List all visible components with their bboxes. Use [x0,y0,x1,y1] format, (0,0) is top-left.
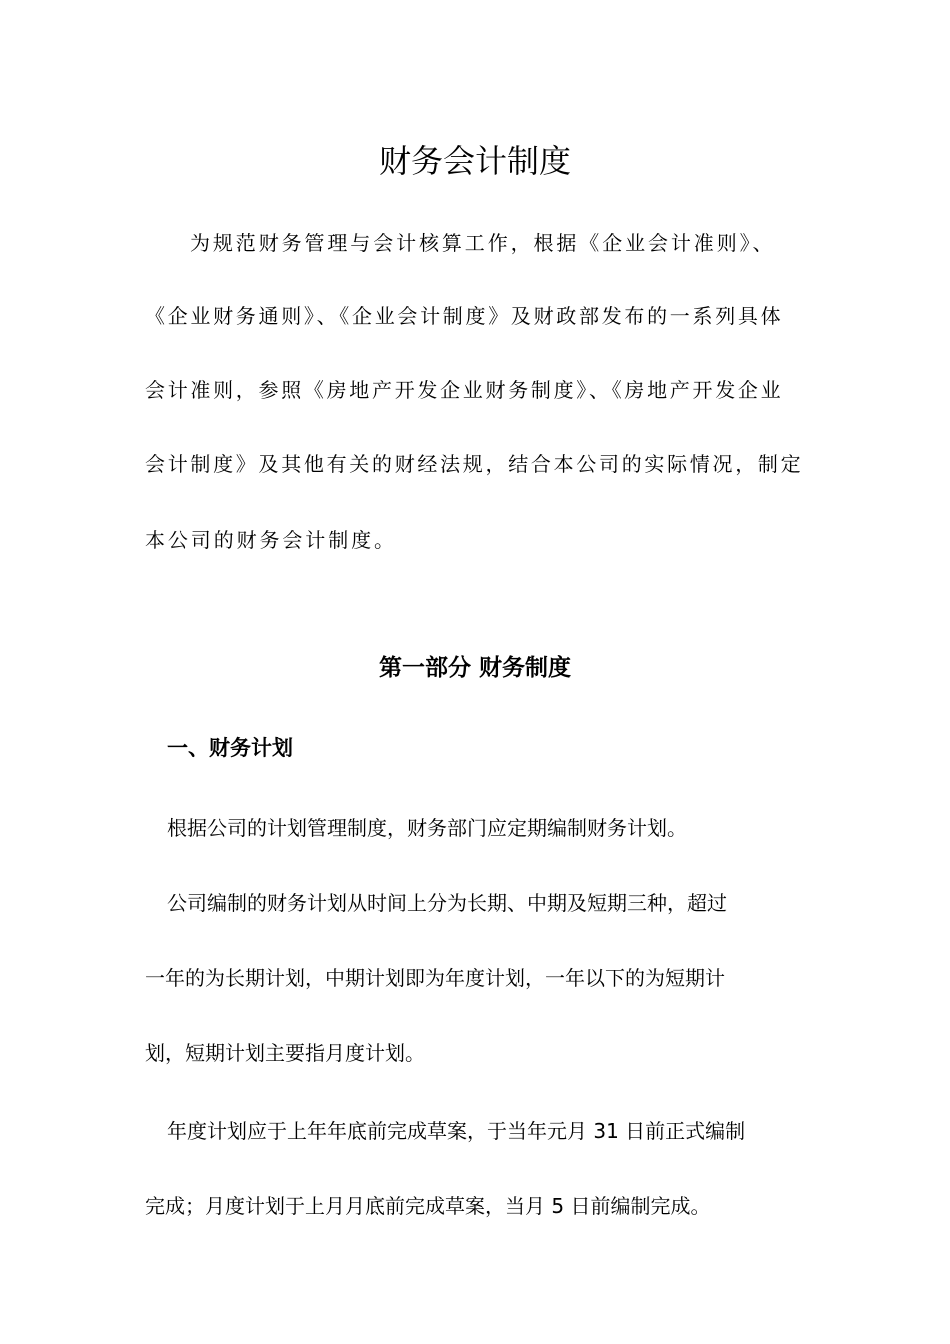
body-line: 划，短期计划主要指月度计划。 [145,1041,425,1065]
body-line: 年度计划应于上年年底前完成草案，于当年元月 31 日前正式编制 [167,1119,746,1143]
body-line: 公司编制的财务计划从时间上分为长期、中期及短期三种，超过 [167,891,727,915]
intro-line: 《企业财务通则》、《企业会计制度》及财政部发布的一系列具体 [145,304,784,328]
section-heading: 一、财务计划 [167,736,293,760]
document-title: 财务会计制度 [378,142,571,180]
intro-line: 会计准则，参照《房地产开发企业财务制度》、《房地产开发企业 [145,378,784,402]
intro-line: 本公司的财务会计制度。 [145,528,397,552]
body-line: 完成；月度计划于上月月底前完成草案，当月 5 日前编制完成。 [145,1194,711,1218]
intro-line: 会计制度》及其他有关的财经法规，结合本公司的实际情况，制定 [145,452,804,476]
body-line: 根据公司的计划管理制度，财务部门应定期编制财务计划。 [167,816,687,840]
intro-line: 为规范财务管理与会计核算工作，根据《企业会计准则》、 [190,231,776,255]
part-heading: 第一部分 财务制度 [378,655,571,681]
body-line: 一年的为长期计划，中期计划即为年度计划，一年以下的为短期计 [145,966,725,990]
